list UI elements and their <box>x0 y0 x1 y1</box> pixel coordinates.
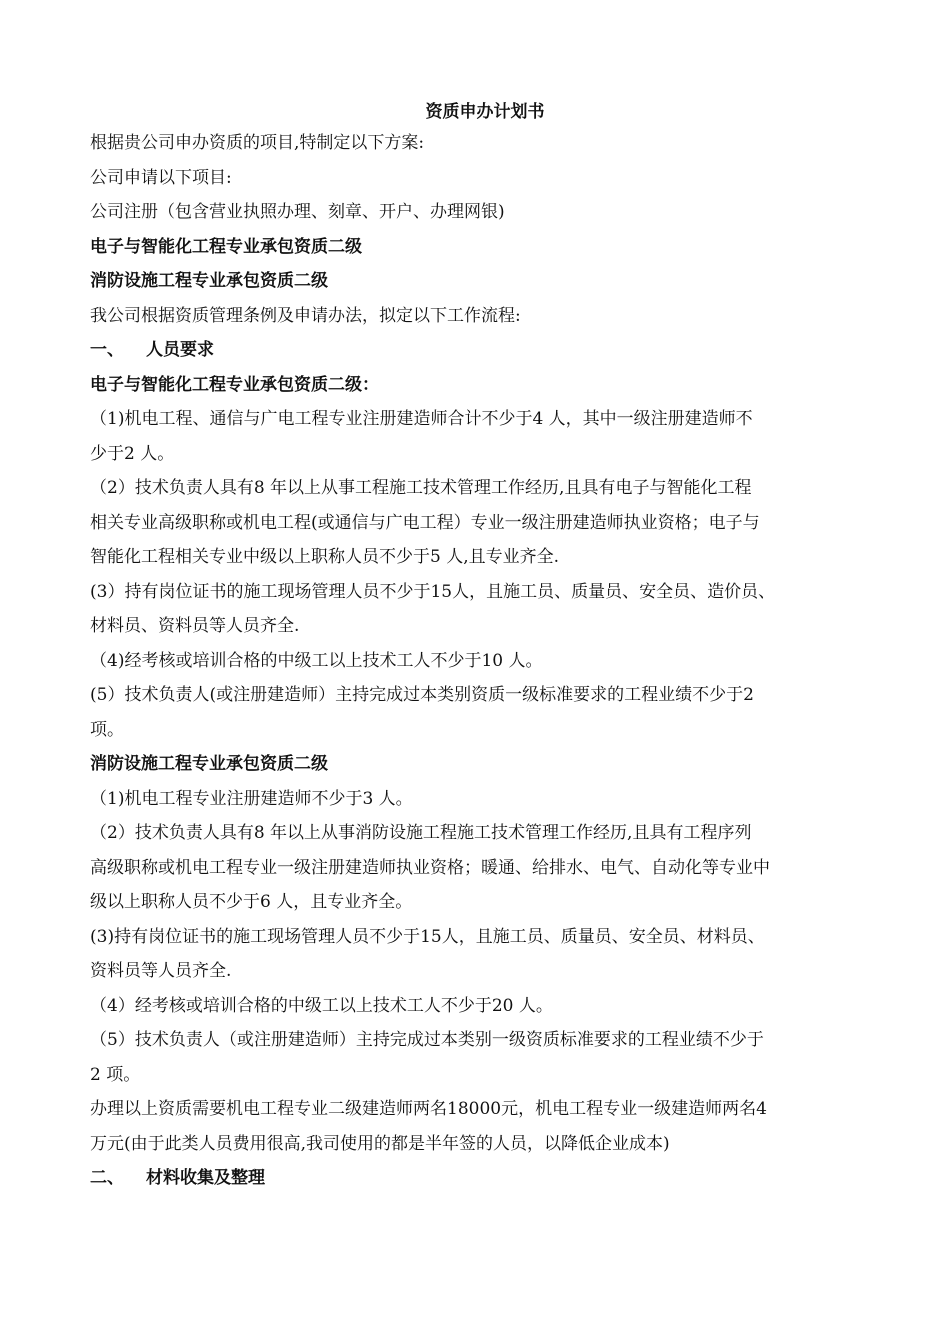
fire-req-1: （1)机电工程专业注册建造师不少于3 人。 <box>90 788 413 809</box>
fire-requirements-header: 消防设施工程专业承包资质二级 <box>90 754 328 774</box>
section-title: 人员要求 <box>146 340 214 360</box>
cost-note-a: 办理以上资质需要机电工程专业二级建造师两名18000元，机电工程专业一级建造师两名4 <box>90 1099 767 1119</box>
fire-req-2c: 级以上职称人员不少于6 人，且专业齐全。 <box>90 892 413 912</box>
section-heading-personnel <box>90 333 880 368</box>
electronic-req-5a: (5）技术负责人(或注册建造师）主持完成过本类别资质一级标准要求的工程业绩不少于2 <box>90 685 754 705</box>
section-number: 二、 <box>90 1168 124 1188</box>
electronic-req-2c: 智能化工程相关专业中级以上职称人员不少于5 人,且专业齐全. <box>90 547 560 567</box>
electronic-req-1a: （1)机电工程、通信与广电工程专业注册建造师合计不少于4 人，其中一级注册建造师不 <box>90 409 753 429</box>
fire-req-5b: 2 项。 <box>90 1064 141 1085</box>
electronic-requirements-header: 电子与智能化工程专业承包资质二级： <box>90 374 379 395</box>
electronic-req-3b: 材料员、资料员等人员齐全. <box>90 616 300 636</box>
apply-header: 公司申请以下项目: <box>90 167 232 188</box>
electronic-req-2a: （2）技术负责人具有8 年以上从事工程施工技术管理工作经历,且具有电子与智能化工程 <box>90 478 752 498</box>
electronic-req-1b: 少于2 人。 <box>90 443 175 464</box>
fire-req-3b: 资料员等人员齐全. <box>90 961 232 981</box>
electronic-req-2b: 相关专业高级职称或机电工程(或通信与广电工程）专业一级注册建造师执业资格；电子与 <box>90 512 760 533</box>
fire-req-2b: 高级职称或机电工程专业一级注册建造师执业资格；暖通、给排水、电气、自动化等专业中 <box>90 857 770 878</box>
cost-note-b: 万元(由于此类人员费用很高,我司使用的都是半年签的人员，以降低企业成本) <box>90 1133 670 1154</box>
document-title: 资质申办计划书 <box>425 102 545 122</box>
fire-req-5a: （5）技术负责人（或注册建造师）主持完成过本类别一级资质标准要求的工程业绩不少于 <box>90 1030 764 1050</box>
section-title: 材料收集及整理 <box>146 1168 265 1188</box>
section-heading-materials <box>90 1161 880 1196</box>
document-body <box>90 98 880 1196</box>
item-fire-qualification: 消防设施工程专业承包资质二级 <box>90 271 328 291</box>
intro-text: 根据贵公司申办资质的项目,特制定以下方案: <box>90 133 425 153</box>
workflow-intro: 我公司根据资质管理条例及申请办法，拟定以下工作流程: <box>90 305 521 326</box>
item-electronic-qualification: 电子与智能化工程专业承包资质二级 <box>90 236 362 257</box>
fire-req-4: （4）经考核或培训合格的中级工以上技术工人不少于20 人。 <box>90 995 553 1016</box>
section-number: 一、 <box>90 340 124 360</box>
item-company-register: 公司注册（包含营业执照办理、刻章、开户、办理网银) <box>90 202 505 222</box>
electronic-req-5b: 项。 <box>90 719 124 740</box>
fire-req-3a: (3)持有岗位证书的施工现场管理人员不少于15人，且施工员、质量员、安全员、材料员、 <box>90 926 765 947</box>
fire-req-2a: （2）技术负责人具有8 年以上从事消防设施工程施工技术管理工作经历,且具有工程序列 <box>90 823 752 843</box>
electronic-req-4: （4)经考核或培训合格的中级工以上技术工人不少于10 人。 <box>90 650 543 671</box>
electronic-req-3a: (3）持有岗位证书的施工现场管理人员不少于15人，且施工员、质量员、安全员、造价员、 <box>90 581 776 602</box>
